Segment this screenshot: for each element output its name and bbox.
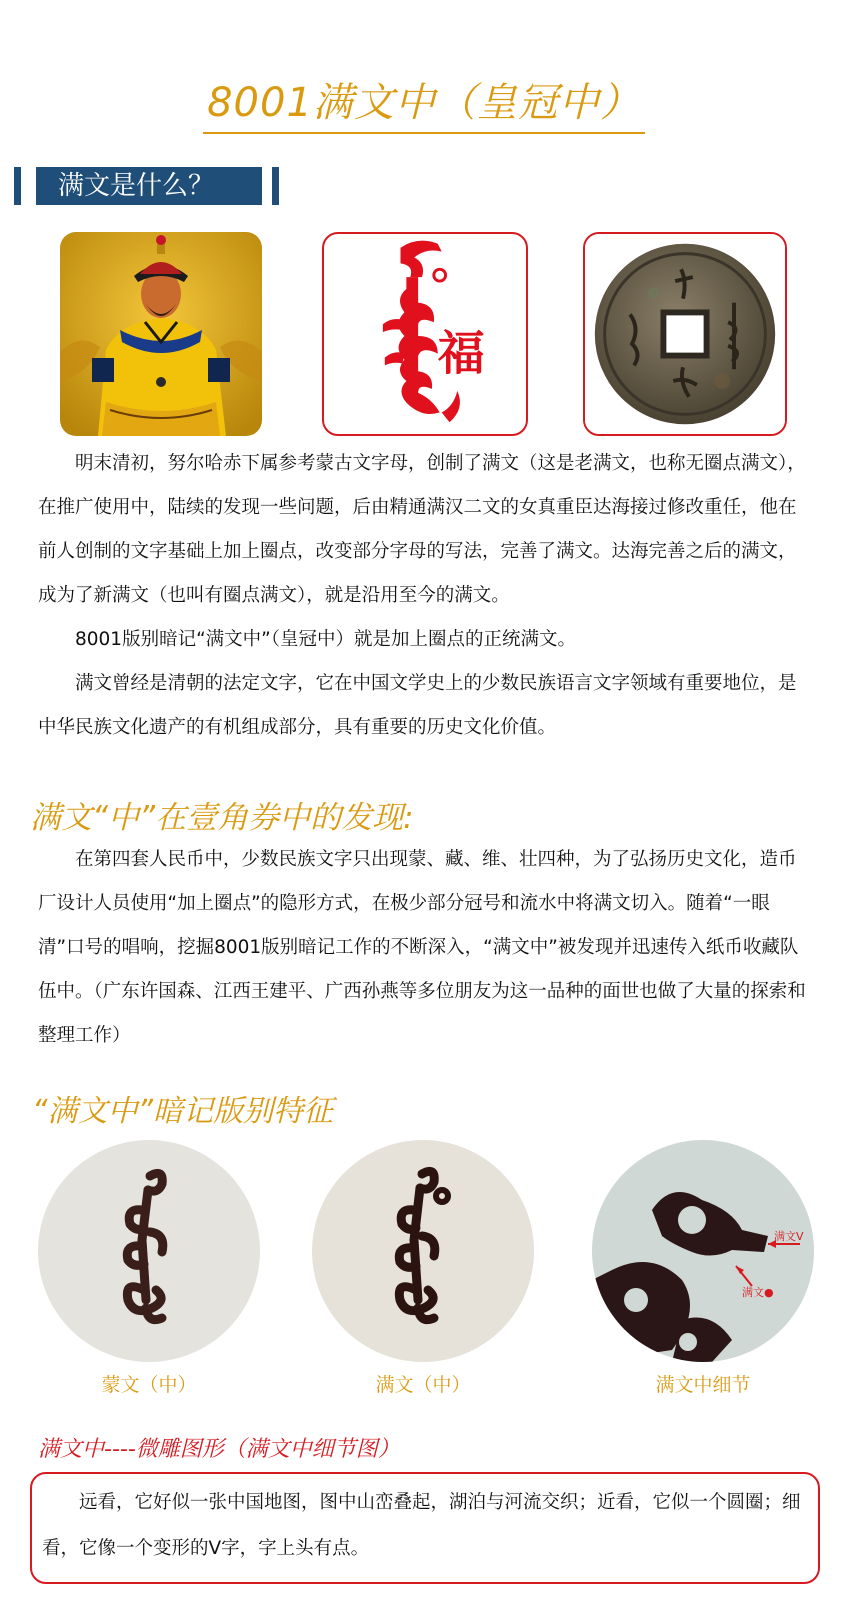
manchu-detail-image [592,1140,814,1362]
micro-paragraph: 远看，它好似一张中国地图，图中山峦叠起，湖泊与河流交织；近看，它似一个圆圈；细看，它像一个变形的V字，字上头有点。 [42,1492,801,1559]
heading-accent-left [14,167,21,205]
mongolian-zhong-image [38,1140,260,1362]
heading-accent-right [272,167,279,205]
ancient-coin-image [583,232,787,436]
discover-heading: 满文“中”在壹角券中的发现: [30,800,414,836]
caption-detail: 满文中细节 [655,1374,751,1396]
emperor-portrait-image [60,232,262,436]
page-title-text: 8001满文中（皇冠中） [203,78,645,134]
intro-paragraph-2: 8001版别暗记“满文中”（皇冠中）就是加上圈点的正统满文。 [75,629,577,650]
micro-description-box [30,1472,820,1584]
caption-mongolian: 蒙文（中） [101,1374,197,1396]
intro-paragraph-3: 满文曾经是清朝的法定文字，它在中国文学史上的少数民族语言文字领域有重要地位，是中华民族文化遗产的有机组成部分，具有重要的历史文化价值。 [38,673,797,738]
micro-heading: 满文中----微雕图形（满文中细节图） [38,1437,400,1462]
manchu-fu-image [322,232,528,436]
section-heading-what-label: 满文是什么？ [36,167,262,205]
page-title [0,78,848,134]
manchu-zhong-image [312,1140,534,1362]
fu-character: 福 [437,326,485,382]
discover-text [38,838,813,1058]
feature-heading: “满文中”暗记版别特征 [32,1094,334,1129]
label-manchu-dot: 满文● [742,1286,774,1299]
intro-paragraph-1: 明末清初，努尔哈赤下属参考蒙古文字母，创制了满文（这是老满文，也称无圈点满文），在推广使用中，陆续的发现一些问题，后由精通满汉二文的女真重臣达海接过修改重任，他在前人创制的文字基础上加上圈点，改变部分字母的写法，完善了满文。达海完善之后的满文，成为了新满文（也叫有圈点满文），就是沿用至今的满文。 [38,453,806,606]
intro-text [38,442,813,750]
caption-manchu: 满文（中） [375,1374,471,1396]
label-manchu-v: 满文V [774,1230,804,1243]
discover-paragraph: 在第四套人民币中，少数民族文字只出现蒙、藏、维、壮四种，为了弘扬历史文化，造币厂设计人员使用“加上圈点”的隐形方式，在极少部分冠号和流水中将满文切入。随着“一眼清”口号的唱响，挖掘8001版别暗记工作的不断深入，“满文中”被发现并迅速传入纸币收藏队伍中。（广东许国森、江西王建平、广西孙燕等多位朋友为这一品种的面世也做了大量的探索和整理工作） [38,849,806,1046]
